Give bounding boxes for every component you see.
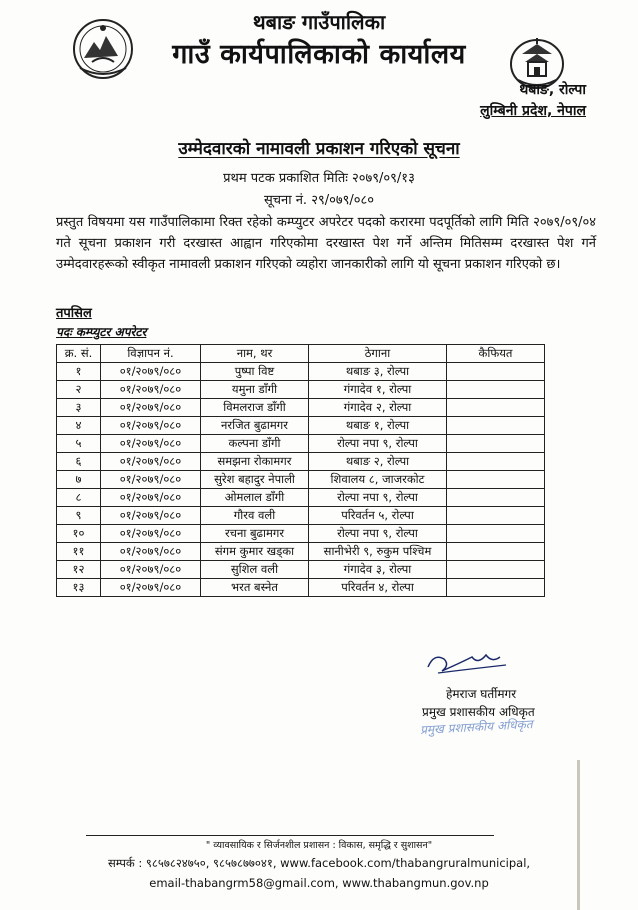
official-stamp [420,716,570,738]
cell-address: परिवर्तन ५, रोल्पा [309,507,447,525]
cell-address: गंगादेव १, रोल्पा [309,381,447,399]
cell-address: थबाङ २, रोल्पा [309,453,447,471]
table-row [57,435,545,453]
cell-ad-number: ०१/२०७९/०८० [101,435,201,453]
cell-name: नरजित बुढामगर [201,417,309,435]
table-row [57,579,545,597]
cell-serial: ११ [57,543,101,561]
cell-serial: ७ [57,471,101,489]
notice-title-text: उम्मेदवारको नामावली प्रकाशन गरिएको सूचना [178,139,460,159]
cell-ad-number: ०१/२०७९/०८० [101,579,201,597]
table-row [57,561,545,579]
cell-address: सानीभेरी ९, रुकुम पश्चिम [309,543,447,561]
cell-address: थबाङ १, रोल्पा [309,417,447,435]
cell-remarks [447,525,545,543]
table-row [57,399,545,417]
cell-address: गंगादेव २, रोल्पा [309,399,447,417]
footer-contact-web: email-thabangrm58@gmail.com, www.thabangmun.gov.np [149,876,489,890]
cell-serial: ५ [57,435,101,453]
cell-ad-number: ०१/२०७९/०८० [101,417,201,435]
address-province: लुम्बिनी प्रदेश, नेपाल [480,103,586,119]
cell-name: सुरेश बहादुर नेपाली [201,471,309,489]
cell-serial: ८ [57,489,101,507]
cell-name: विमलराज डाँगी [201,399,309,417]
table-header-row [57,345,545,363]
cell-ad-number: ०१/२०७९/०८० [101,525,201,543]
header-name: नाम, थर [201,345,309,363]
table-row [57,381,545,399]
office-name: गाउँ कार्यपालिकाको कार्यालय [172,39,466,70]
header-address: ठेगाना [309,345,447,363]
cell-remarks [447,453,545,471]
cell-ad-number: ०१/२०७९/०८० [101,381,201,399]
cell-remarks [447,435,545,453]
cell-ad-number: ०१/२०७९/०८० [101,399,201,417]
table-row [57,525,545,543]
cell-address: गंगादेव ३, रोल्पा [309,561,447,579]
cell-name: रचना बुढामगर [201,525,309,543]
municipality-name: थबाङ गाउँपालिका [252,10,386,34]
cell-address: रोल्पा नपा ९, रोल्पा [309,489,447,507]
cell-remarks [447,363,545,381]
cell-serial: १ [57,363,101,381]
cell-serial: ९ [57,507,101,525]
notice-title [0,136,638,159]
footer-motto: " व्यावसायिक र सिर्जनशील प्रशासन : विकास, समृद्धि र सुशासन" [205,840,433,851]
notice-body: प्रस्तुत विषयमा यस गाउँपालिकामा रिक्त रहेको कम्प्युटर अपरेटर पदको करारमा पदपूर्तिको लागि मिति २०७९/०९/०४ गते सूचना प्रकाशन गरी दरखास्त आह्वान गरिएकोमा दरखास्त पेश गर्ने अन्तिम मितिसम्म दरखास्त पेश गर्ने उम्मेदवारहरूको स्वीकृत नामावली प्रकाशन गरिएको व्यहोरा जानकारीको लागि यो सूचना प्रकाशन गरिएको छ। [56,215,596,272]
cell-name: पुष्पा विष्ट [201,363,309,381]
stamp-text: प्रमुख प्रशासकीय अधिकृत [419,717,533,737]
table-row [57,453,545,471]
cell-serial: २ [57,381,101,399]
cell-name: ओमलाल डाँगी [201,489,309,507]
header-remarks: कैफियत [447,345,545,363]
cell-remarks [447,579,545,597]
cell-ad-number: ०१/२०७९/०८० [101,453,201,471]
header-ad-number: विज्ञापन नं. [101,345,201,363]
cell-remarks [447,399,545,417]
cell-remarks [447,471,545,489]
cell-name: भरत बस्नेत [201,579,309,597]
cell-remarks [447,507,545,525]
cell-remarks [447,489,545,507]
cell-remarks [447,417,545,435]
notice-reference-number: सूचना नं. २९/०७९/०८० [263,193,375,208]
signature-scribble [420,643,520,683]
table-row [57,507,545,525]
cell-ad-number: ०१/२०७९/०८० [101,543,201,561]
cell-remarks [447,561,545,579]
table-row [57,471,545,489]
table-row [57,417,545,435]
address-district: थबाङ, रोल्पा [519,82,586,98]
cell-ad-number: ०१/२०७९/०८० [101,561,201,579]
cell-serial: ६ [57,453,101,471]
footer-divider [86,835,494,836]
cell-serial: ३ [57,399,101,417]
scan-edge-shadow [577,760,580,910]
details-heading: तपसिल [56,306,92,321]
cell-name: समझना रोकामगर [201,453,309,471]
signatory-name: हेमराज घर्तीमगर [446,687,517,701]
cell-serial: ४ [57,417,101,435]
cell-address: रोल्पा नपा ९, रोल्पा [309,525,447,543]
cell-address: रोल्पा नपा ९, रोल्पा [309,435,447,453]
cell-name: यमुना डाँगी [201,381,309,399]
signatory-title: प्रमुख प्रशासकीय अधिकृत [422,705,535,719]
cell-ad-number: ०१/२०७९/०८० [101,363,201,381]
cell-ad-number: ०१/२०७९/०८० [101,489,201,507]
cell-address: थबाङ ३, रोल्पा [309,363,447,381]
cell-ad-number: ०१/२०७९/०८० [101,471,201,489]
table-row [57,489,545,507]
cell-address: शिवालय ८, जाजरकोट [309,471,447,489]
header-serial: क्र. सं. [57,345,101,363]
cell-ad-number: ०१/२०७९/०८० [101,507,201,525]
cell-name: कल्पना डाँगी [201,435,309,453]
cell-remarks [447,543,545,561]
cell-serial: १३ [57,579,101,597]
cell-serial: १२ [57,561,101,579]
cell-name: सुशिल वली [201,561,309,579]
published-date: प्रथम पटक प्रकाशित मितिः २०७९/०९/१३ [223,171,415,186]
cell-serial: १० [57,525,101,543]
footer-contact-phones: सम्पर्क : ९८५७८२४७५०, ९८५७८७७०४१, www.facebook.com/thabangruralmunicipal, [107,856,531,870]
cell-remarks [447,381,545,399]
cell-name: संगम कुमार खड्का [201,543,309,561]
candidate-table [56,344,545,597]
post-label: पदः कम्प्युटर अपरेटर [56,325,147,339]
table-row [57,543,545,561]
table-row [57,363,545,381]
cell-address: परिवर्तन ४, रोल्पा [309,579,447,597]
cell-name: गौरव वली [201,507,309,525]
